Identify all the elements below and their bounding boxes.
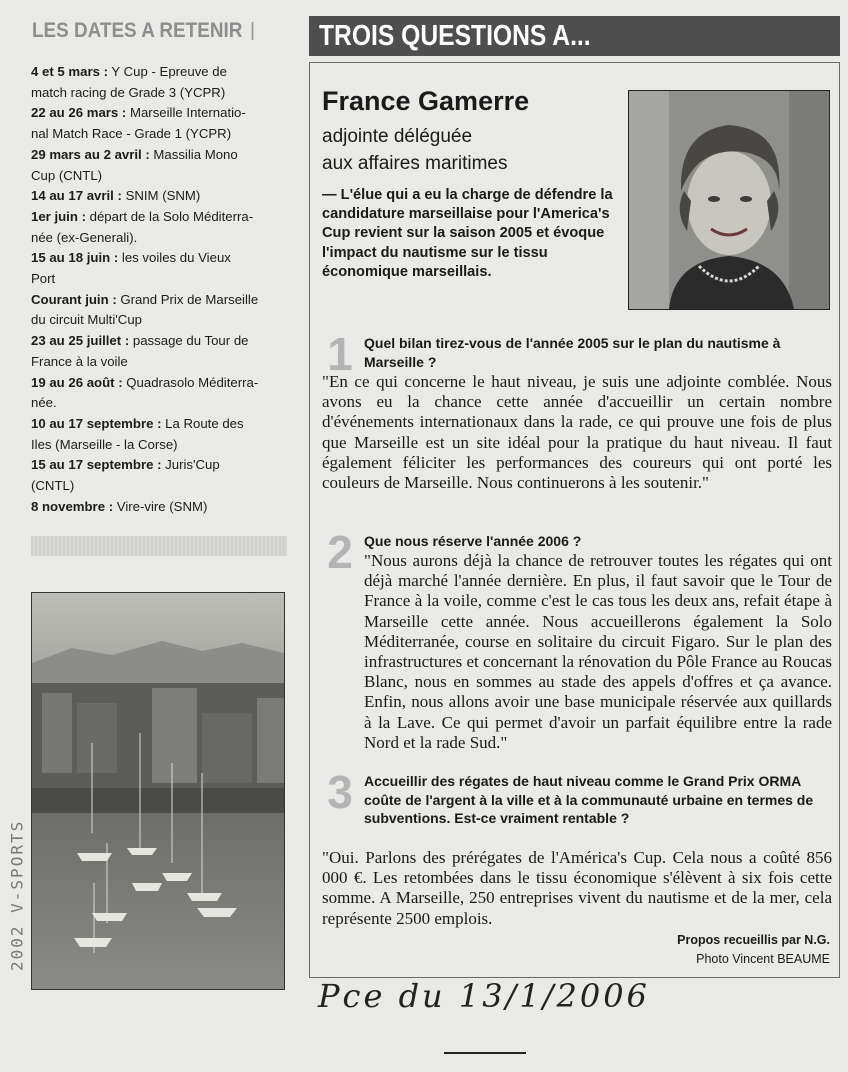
date-line (31, 414, 287, 435)
date-label: 22 au 26 mars : (31, 105, 127, 121)
date-line (31, 310, 287, 331)
date-label: 19 au 26 août : (31, 374, 123, 390)
archive-stamp: 2002 V-SPORTS (7, 819, 27, 971)
question-text-2: Que nous réserve l'année 2006 ? (364, 533, 582, 549)
date-event: La Route des (161, 415, 244, 431)
interview-banner-text: TROIS QUESTIONS A... (319, 19, 591, 52)
date-event: Quadrasolo Méditerra- (122, 374, 259, 390)
date-label: 14 au 17 avril : (31, 188, 122, 204)
intro-paragraph: — L'élue qui a eu la charge de défendre la candidature marseillaise pour l'America's Cup revient sur la saison 2005 et évoque l'impact du nautisme sur le tissu économique marseillais. (322, 187, 613, 280)
date-line (31, 290, 287, 311)
date-label: 4 et 5 mars : (31, 64, 108, 79)
question-number-3: 3 (327, 766, 353, 818)
interviewee-role-line1: adjointe déléguée (322, 126, 473, 147)
date-event: France à la voile (31, 353, 128, 369)
date-event: Vire-vire (SNM) (113, 498, 208, 514)
dates-list (31, 62, 287, 517)
date-line (31, 352, 287, 373)
question-text-3: Accueillir des régates de haut niveau comme le Grand Prix ORMA coûte de l'argent à la ville et à la communauté urbaine en termes de subventions. Est-ce vraiment rentable ? (364, 773, 814, 826)
date-event: Cup (CNTL) (31, 167, 103, 183)
answer-text-3: "Oui. Parlons des prérégates de l'América's Cup. Cela nous a coûté 856 000 €. Les retombées dans le tissu économique s'élèvent à six fois cette somme. A Marseille, 250 entreprises vivent du nautisme et de la mer, cela représente 2500 emplois. (322, 848, 832, 928)
date-event: Marseille Internatio- (126, 105, 246, 121)
date-line (31, 248, 287, 269)
dates-header-text: LES DATES A RETENIR (32, 19, 243, 42)
interviewee-role-line2: aux affaires maritimes (322, 153, 508, 174)
question-number-2: 2 (327, 526, 353, 578)
date-label: 15 au 18 juin : (31, 250, 119, 266)
date-event: du circuit Multi'Cup (31, 312, 142, 328)
date-label: 15 au 17 septembre : (31, 457, 162, 473)
date-event: Port (31, 271, 56, 287)
header-divider (251, 22, 253, 40)
date-line (31, 393, 287, 414)
date-event: (CNTL) (31, 478, 75, 494)
date-line (31, 124, 287, 145)
answer-text-1: "En ce qui concerne le haut niveau, je suis une adjointe comblée. Nous avons eu la chance cette année d'accueillir un certain nombre d'événements internationaux dans la rade, ce qui prouve une fois de plus que Marseille est un site idéal pour la pratique du haut niveau. Il faut également féliciter les performances des coureurs qui ont porté les couleurs de Marseille. Nous continuerons à les soutenir." (322, 372, 832, 493)
date-line (31, 83, 287, 104)
date-event: née (ex-Generali). (31, 229, 138, 245)
date-event: match racing de Grade 3 (YCPR) (31, 84, 226, 100)
date-event: Y Cup - Epreuve de (107, 64, 227, 79)
date-line (31, 166, 287, 187)
date-event: Grand Prix de Marseille (116, 291, 259, 307)
divider-band (31, 536, 287, 556)
dates-section-header (32, 14, 268, 48)
date-line (31, 186, 287, 207)
harbor-photo-image (32, 593, 284, 989)
date-line (31, 62, 287, 83)
date-event: née. (31, 395, 57, 411)
date-label: 1er juin : (31, 208, 86, 224)
interview-credit: Propos recueillis par N.G. (677, 933, 830, 947)
date-line (31, 476, 287, 497)
date-label: Courant juin : (31, 291, 117, 307)
date-event: nal Match Race - Grade 1 (YCPR) (31, 126, 232, 142)
date-line (31, 331, 287, 352)
date-event: Juris'Cup (161, 457, 220, 473)
date-event: les voiles du Vieux (118, 250, 231, 266)
date-label: 8 novembre : (31, 498, 114, 514)
photo-credit: Photo Vincent BEAUME (696, 952, 830, 966)
question-number-1: 1 (327, 328, 353, 380)
portrait-photo (628, 90, 830, 310)
date-event: SNIM (SNM) (121, 188, 201, 204)
portrait-image (629, 91, 829, 309)
date-label: 10 au 17 septembre : (31, 415, 162, 431)
interview-banner (309, 16, 840, 56)
date-line (31, 435, 287, 456)
date-line (31, 269, 287, 290)
date-event: départ de la Solo Méditerra- (85, 208, 254, 224)
date-label: 29 mars au 2 avril : (31, 146, 150, 162)
answer-text-2: "Nous aurons déjà la chance de retrouver toutes les régates qui ont déjà marché l'année dernière. En plus, il faut savoir que le Tour de France à la voile, comme c'est le cas tous les deux ans, refait étape à Marseille cette année. Nous accueillerons également la Solo Méditerranée, course en solitaire du circuit Figaro. Sur le plan des infrastructures et concernant la rénovation du Pôle France au Roucas Blanc, nous en sommes au stade des appels d'offres et ça avance. Enfin, nous allons avoir une base municipale réservée aux quillards à la Lave. Ce qui permet d'avoir un parfait équilibre entre la rade Nord et la rade Sud." (364, 551, 832, 752)
date-line (31, 373, 287, 394)
date-event: passage du Tour de (129, 333, 249, 349)
date-event: Iles (Marseille - la Corse) (31, 436, 178, 452)
date-line (31, 145, 287, 166)
date-line (31, 455, 287, 476)
handwritten-date-note: Pce du 13/1/2006 (318, 977, 650, 1015)
question-text-1: Quel bilan tirez-vous de l'année 2005 sur le plan du nautisme à Marseille ? (364, 335, 781, 370)
date-line (31, 228, 287, 249)
date-event: Massilia Mono (149, 146, 238, 162)
date-line (31, 103, 287, 124)
harbor-photo (31, 592, 285, 990)
date-line (31, 207, 287, 228)
date-label: 23 au 25 juillet : (31, 333, 130, 349)
date-line (31, 497, 287, 518)
interviewee-name: France Gamerre (322, 86, 530, 116)
ink-stroke (444, 1052, 526, 1054)
